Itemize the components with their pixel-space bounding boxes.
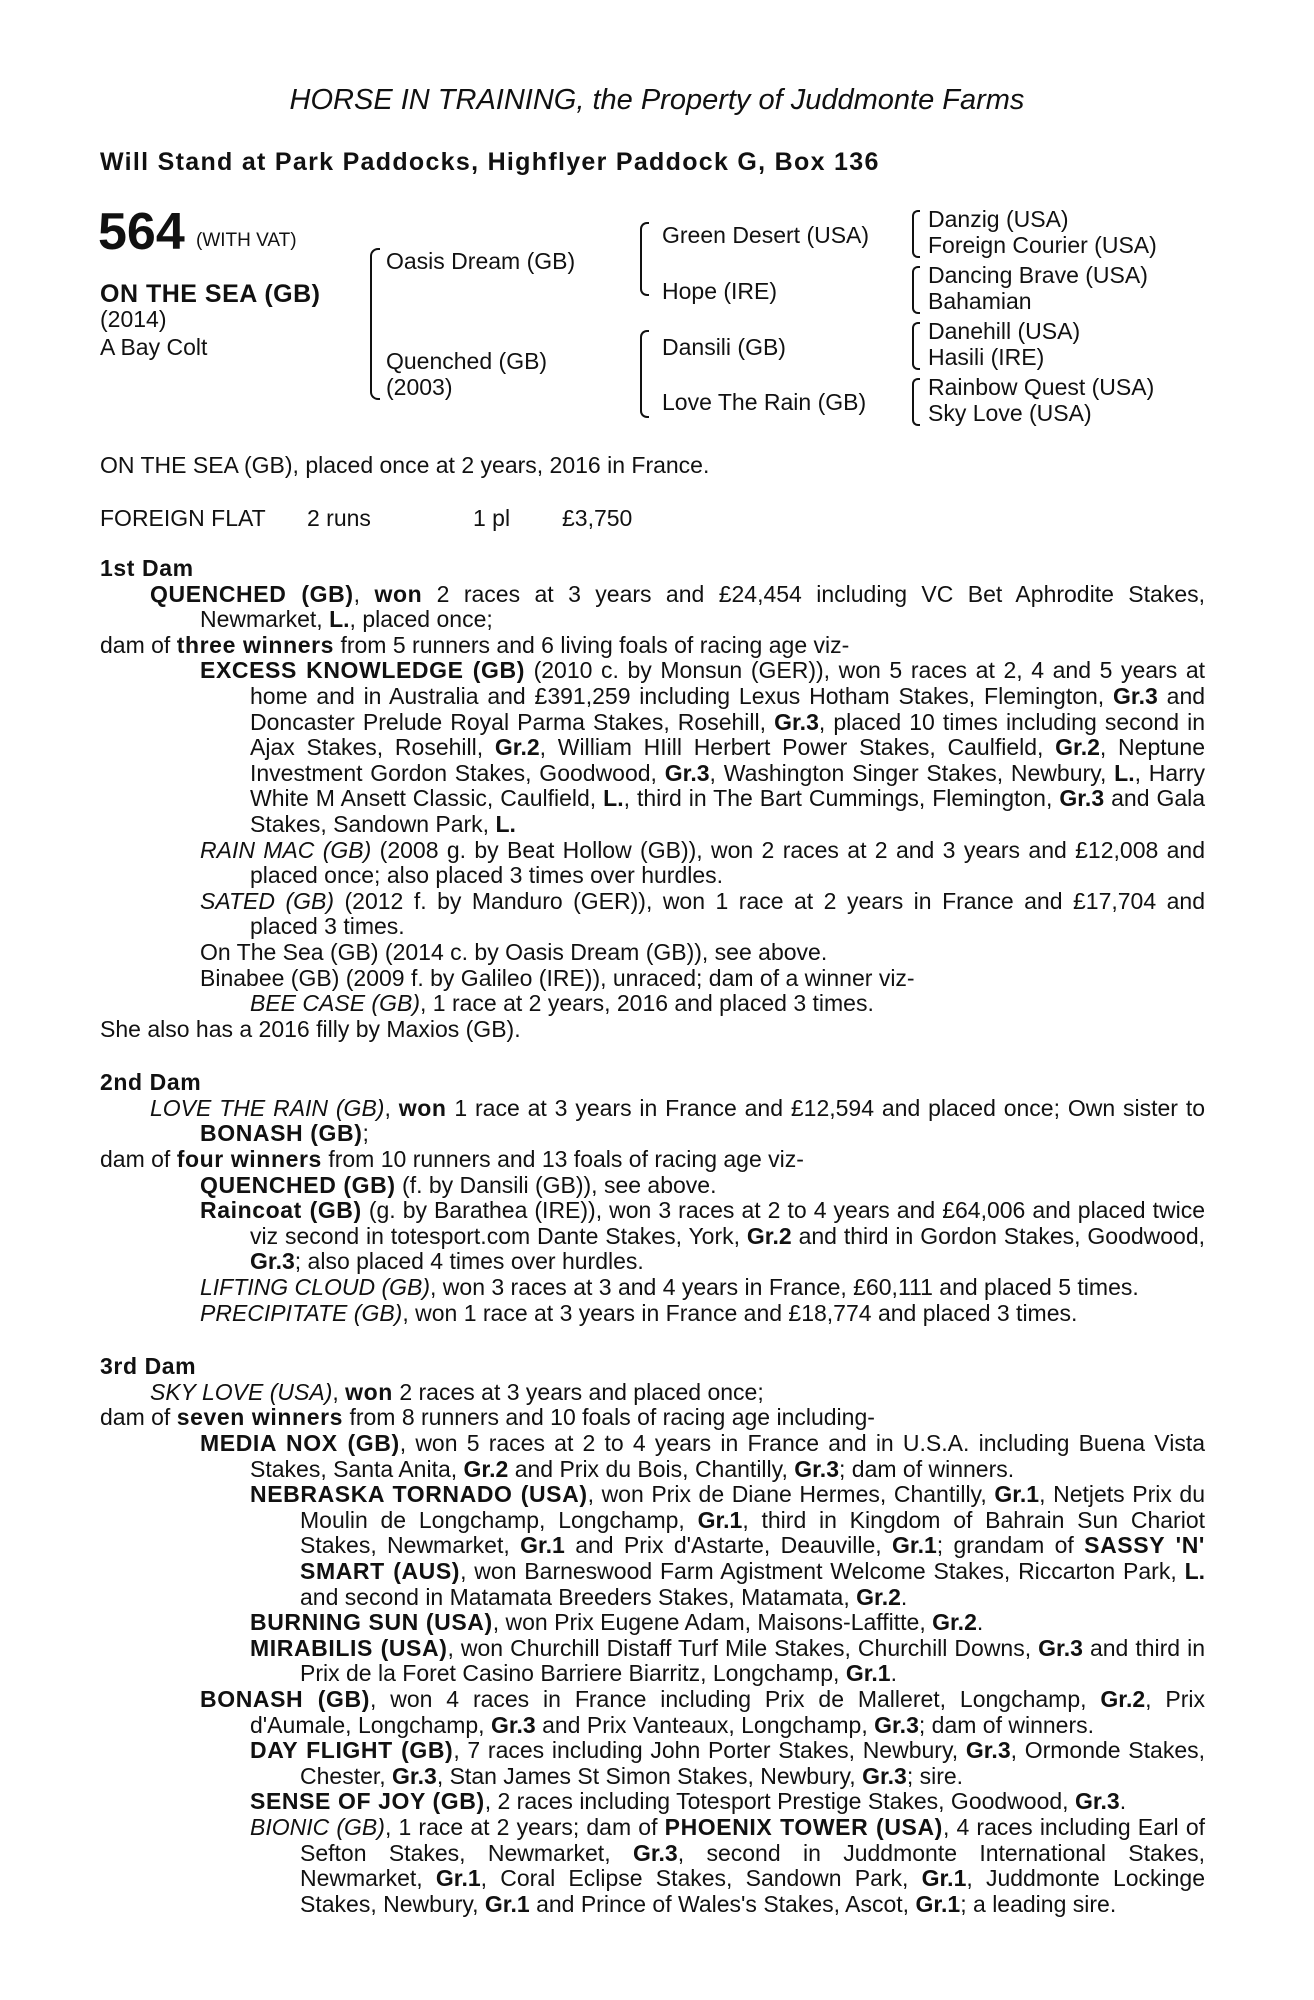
- record-text: , third in Kingdom of Bahrain Sun Chariot Stakes, Newmarket,: [300, 1506, 1206, 1559]
- produce-text: dam of: [100, 1146, 171, 1173]
- grade: Gr.1: [435, 1865, 481, 1892]
- produce-bionic: [100, 1815, 1205, 1917]
- page-header: HORSE IN TRAINING, the Property of Juddmonte Farms: [289, 84, 1025, 116]
- produce-on-the-sea: On The Sea (GB) (2014 c. by Oasis Dream (GB)), see above.: [200, 938, 828, 965]
- grade: Gr.3: [794, 1455, 839, 1482]
- produce-name: PHOENIX TOWER (USA): [664, 1813, 943, 1840]
- grade: Gr.1: [994, 1481, 1040, 1508]
- pedigree-dss: Danehill (USA): [928, 318, 1081, 344]
- record-text: , Netjets Prix du Moulin de Longchamp, Longchamp,: [300, 1481, 1206, 1533]
- filly-note: She also has a 2016 filly by Maxios (GB).: [100, 1015, 521, 1042]
- grade: Gr.3: [632, 1839, 678, 1866]
- grade: Gr.2: [463, 1455, 509, 1482]
- record-text: (2012 f. by Manduro (GER)), won 1 race at 2 years in France and £17,704 and placed 3 times.: [250, 887, 1205, 940]
- produce-precipitate: [100, 1301, 1205, 1327]
- first-dam-produce: [100, 633, 1205, 659]
- record-text: 2 races at 3 years and placed once;: [399, 1378, 764, 1405]
- won-label: won: [398, 1094, 447, 1121]
- produce-lifting-cloud: [100, 1275, 1205, 1301]
- produce-name: LIFTING CLOUD (GB): [200, 1274, 431, 1301]
- record-text: .: [1119, 1788, 1127, 1815]
- first-dam-heading: 1st Dam: [100, 555, 194, 581]
- record-text: , William HIill Herbert Power Stakes, Caulfield,: [539, 734, 1044, 761]
- record-text: (f. by Dansili (GB)), see above.: [402, 1171, 717, 1198]
- pedigree-sire-dam: Hope (IRE): [662, 278, 778, 304]
- grade: Gr.2: [932, 1609, 977, 1636]
- record-text: and Prix Vanteaux, Longchamp,: [542, 1711, 868, 1738]
- produce-bonash: [100, 1687, 1205, 1738]
- produce-name: SASSY 'N' SMART (AUS): [300, 1532, 1206, 1584]
- grade: L.: [329, 606, 350, 633]
- grade: Gr.2: [746, 1222, 792, 1249]
- record-text: , won 4 races in France including Prix de Malleret, Longchamp,: [369, 1685, 1087, 1712]
- grade: L.: [603, 785, 624, 812]
- record-text: .: [900, 1583, 908, 1610]
- produce-name: BEE CASE (GB): [250, 990, 420, 1017]
- record-text: , won Prix de Diane Hermes, Chantilly,: [587, 1481, 987, 1508]
- record-text: , Neptune Investment Gordon Stakes, Goodwood,: [250, 734, 1206, 786]
- grade: Gr.3: [774, 708, 819, 735]
- pedigree-brace: [370, 248, 380, 400]
- grade: Gr.1: [697, 1506, 743, 1533]
- pedigree-dam: Quenched (GB): [386, 348, 548, 374]
- produce-text: dam of: [100, 1404, 171, 1431]
- horse-name: ON THE SEA (GB): [100, 280, 321, 308]
- second-dam-produce: [100, 1147, 1205, 1173]
- record-text: and Prix d'Astarte, Deauville,: [575, 1532, 882, 1559]
- pedigree-brace: [640, 330, 649, 418]
- produce-text: from 5 runners and 6 living foals of racing age viz-: [340, 631, 850, 658]
- winners-count: four winners: [176, 1146, 322, 1173]
- produce-raincoat: [100, 1198, 1205, 1275]
- race-stats: [100, 505, 700, 533]
- grade: Gr.3: [392, 1762, 437, 1789]
- record-text: ;: [362, 1120, 369, 1147]
- record-text: and third in Gordon Stakes, Goodwood,: [798, 1222, 1206, 1249]
- pedigree-brace: [912, 266, 920, 314]
- record-text: , Ormonde Stakes, Chester,: [300, 1737, 1206, 1789]
- grade: Gr.3: [490, 1711, 536, 1738]
- pedigree-sire-sire: Green Desert (USA): [662, 222, 870, 248]
- grade: Gr.2: [1100, 1685, 1146, 1712]
- produce-name: PRECIPITATE (GB): [200, 1299, 403, 1326]
- record-text: , won 1 race at 3 years in France and £18,774 and placed 3 times.: [402, 1299, 1078, 1326]
- produce-text: from 8 runners and 10 foals of racing age including-: [349, 1404, 875, 1431]
- record-text: and Doncaster Prelude Royal Parma Stakes, Rosehill,: [250, 682, 1206, 735]
- pedigree-dam-dam: Love The Rain (GB): [662, 389, 867, 415]
- produce-binabee: Binabee (GB) (2009 f. by Galileo (IRE)), unraced; dam of a winner viz-: [200, 964, 915, 991]
- grade: L.: [495, 810, 516, 837]
- record-text: ; sire.: [906, 1762, 964, 1789]
- first-dam-record: QUENCHED (GB), won 2 races at 3 years and £24,454 including VC Bet Aphrodite Stakes, Newmarket, L., placed once;: [150, 580, 1205, 633]
- record-text: and Prix du Bois, Chantilly,: [514, 1455, 788, 1482]
- record-text: and Gala Stakes, Sandown Park,: [250, 785, 1206, 837]
- record-text: and Prince of Wales's Stakes, Ascot,: [536, 1890, 910, 1917]
- pedigree-sds: Dancing Brave (USA): [928, 262, 1148, 288]
- grade: Gr.3: [250, 1248, 295, 1275]
- stats-label: FOREIGN FLAT: [100, 505, 266, 531]
- produce-name: RAIN MAC (GB): [200, 836, 372, 863]
- dam-name: LOVE THE RAIN (GB): [150, 1094, 385, 1121]
- produce-excess-knowledge: [100, 658, 1205, 837]
- second-dam-heading: 2nd Dam: [100, 1069, 202, 1096]
- produce-day-flight: [100, 1738, 1205, 1789]
- produce-name: NEBRASKA TORNADO (USA): [250, 1481, 588, 1508]
- record-text: .: [890, 1660, 897, 1687]
- pedigree-brace: [640, 222, 649, 296]
- dam-name: QUENCHED (GB): [150, 580, 354, 607]
- lot-number: 564: [98, 203, 185, 261]
- produce-sated: [100, 889, 1205, 940]
- won-label: won: [345, 1378, 393, 1405]
- grade: Gr.3: [1074, 1788, 1120, 1815]
- record-text: (2008 g. by Beat Hollow (GB)), won 2 races at 2 and 3 years and £12,008 and placed once; also placed 3 times over hurdles.: [250, 836, 1205, 889]
- winners-count: seven winners: [176, 1404, 344, 1431]
- record-text: and third in Prix de la Foret Casino Barriere Biarritz, Longchamp,: [300, 1634, 1205, 1687]
- record-text: , 4 races including Earl of Sefton Stakes, Newmarket,: [300, 1813, 1206, 1866]
- dam-records: [100, 556, 1205, 1917]
- pedigree-dsd: Hasili (IRE): [928, 344, 1045, 370]
- grade: Gr.3: [1038, 1634, 1083, 1661]
- stats-runs: 2 runs: [307, 505, 371, 531]
- produce-media-nox: [100, 1431, 1205, 1482]
- produce-name: Raincoat (GB): [200, 1197, 362, 1224]
- record-text: ; dam of winners.: [918, 1711, 1095, 1738]
- grade: L.: [1114, 759, 1135, 786]
- pedigree-dam-year: (2003): [386, 374, 453, 400]
- stand-location: Will Stand at Park Paddocks, Highflyer Paddock G, Box 136: [100, 148, 880, 176]
- produce-sense-of-joy: [100, 1789, 1205, 1815]
- pedigree-ssd: Foreign Courier (USA): [928, 232, 1157, 258]
- grade: Gr.1: [892, 1532, 937, 1559]
- grade: Gr.1: [520, 1532, 565, 1559]
- pedigree-ddd: Sky Love (USA): [928, 400, 1092, 426]
- produce-name: MIRABILIS (USA): [250, 1634, 448, 1661]
- produce-rain-mac: [100, 838, 1205, 889]
- produce-name: DAY FLIGHT (GB): [250, 1737, 454, 1764]
- produce-nebraska-tornado: [100, 1482, 1205, 1610]
- pedigree-dds: Rainbow Quest (USA): [928, 374, 1155, 400]
- third-dam-produce: [100, 1405, 1205, 1431]
- stats-placed: 1 pl: [473, 505, 511, 531]
- record-text: , won Barneswood Farm Agistment Welcome Stakes, Riccarton Park,: [460, 1557, 1177, 1584]
- record-text: , second in Juddmonte International Stakes, Newmarket,: [300, 1839, 1205, 1892]
- grade: Gr.1: [845, 1660, 891, 1687]
- produce-quenched: [100, 1173, 1205, 1199]
- produce-name: MEDIA NOX (GB): [200, 1430, 400, 1456]
- pedigree-brace: [912, 322, 920, 370]
- record-text: , 2 races including Totesport Prestige Stakes, Goodwood,: [484, 1788, 1069, 1815]
- record-text: ; grandam of: [936, 1532, 1074, 1559]
- produce-burning-sun: [100, 1610, 1205, 1636]
- record-text: ; also placed 4 times over hurdles.: [294, 1248, 644, 1275]
- record-text: , Prix d'Aumale, Longchamp,: [250, 1685, 1206, 1738]
- record-text: , Washington Singer Stakes, Newbury,: [709, 759, 1107, 786]
- grade: L.: [1184, 1557, 1206, 1584]
- stats-earnings: £3,750: [562, 505, 633, 531]
- record-text: , won 3 races at 3 and 4 years in France, £60,111 and placed 5 times.: [430, 1274, 1139, 1301]
- pedigree-sdd: Bahamian: [928, 288, 1032, 314]
- second-dam-record: LOVE THE RAIN (GB), won 1 race at 3 years in France and £12,594 and placed once; Own sister to BONASH (GB);: [150, 1094, 1205, 1147]
- produce-name: BIONIC (GB): [250, 1813, 385, 1840]
- dam-name: SKY LOVE (USA): [150, 1378, 333, 1405]
- produce-name: BONASH (GB): [200, 1685, 370, 1712]
- produce-name: EXCESS KNOWLEDGE (GB): [200, 657, 525, 684]
- foaling-year: (2014): [100, 306, 167, 332]
- record-text: (g. by Barathea (IRE)), won 3 races at 2 to 4 years and £64,006 and placed twice viz second in totesport.com Dante Stakes, York,: [250, 1197, 1205, 1249]
- grade: Gr.1: [484, 1890, 530, 1917]
- record-text: , won 5 races at 2 to 4 years in France and in U.S.A. including Buena Vista Stakes, Santa Anita,: [250, 1430, 1206, 1482]
- record-text: 1 race at 3 years in France and £12,594 and placed once; Own sister to: [454, 1094, 1205, 1121]
- record-text: , Coral Eclipse Stakes, Sandown Park,: [480, 1865, 909, 1892]
- grade: Gr.3: [874, 1711, 919, 1738]
- third-dam-heading: 3rd Dam: [100, 1353, 197, 1380]
- pedigree-dam-sire: Dansili (GB): [662, 334, 786, 360]
- record-text: , placed 10 times including second in Ajax Stakes, Rosehill,: [250, 708, 1205, 761]
- record-text: , Harry White M Ansett Classic, Caulfield,: [250, 759, 1206, 812]
- grade: Gr.2: [1055, 734, 1100, 761]
- record-text: , third in The Bart Cummings, Flemington,: [623, 785, 1053, 812]
- record-text: ; a leading sire.: [960, 1890, 1117, 1917]
- grade: Gr.3: [1059, 785, 1105, 812]
- record-text: , Juddmonte Lockinge Stakes, Newbury,: [300, 1865, 1206, 1917]
- produce-mirabilis: [100, 1636, 1205, 1687]
- record-text: , won Churchill Distaff Turf Mile Stakes, Churchill Downs,: [447, 1634, 1032, 1661]
- grade: Gr.3: [1113, 682, 1158, 709]
- record-text: (2010 c. by Monsun (GER)), won 5 races at 2, 4 and 5 years at home and in Australia and £391,259 including Lexus Hotham Stakes, Flemington,: [250, 657, 1206, 709]
- produce-name: QUENCHED (GB): [200, 1171, 396, 1198]
- produce-bee-case: [100, 991, 1205, 1017]
- grade: Gr.2: [856, 1583, 901, 1610]
- pedigree-brace: [912, 210, 920, 258]
- third-dam-record: SKY LOVE (USA), won 2 races at 3 years and placed once;: [150, 1378, 764, 1405]
- record-text: and second in Matamata Breeders Stakes, Matamata,: [300, 1583, 850, 1610]
- grade: Gr.1: [915, 1890, 961, 1917]
- horse-description: A Bay Colt: [100, 334, 208, 360]
- pedigree-sire: Oasis Dream (GB): [386, 248, 576, 274]
- won-label: won: [374, 580, 423, 607]
- grade: Gr.3: [664, 759, 710, 786]
- sister-name: BONASH (GB): [200, 1120, 363, 1147]
- race-summary: ON THE SEA (GB), placed once at 2 years, 2016 in France.: [100, 452, 710, 478]
- grade: Gr.3: [965, 1737, 1011, 1764]
- record-text: , placed once;: [349, 606, 493, 633]
- record-text: , 7 races including John Porter Stakes, Newbury,: [453, 1737, 959, 1764]
- produce-text: dam of: [100, 631, 171, 658]
- grade: Gr.2: [494, 734, 540, 761]
- record-text: , won Prix Eugene Adam, Maisons-Laffitte,: [492, 1609, 926, 1636]
- vat-note: (WITH VAT): [196, 230, 297, 251]
- record-text: , 1 race at 2 years; dam of: [384, 1813, 658, 1840]
- record-text: .: [976, 1609, 984, 1636]
- produce-text: from 10 runners and 13 foals of racing age viz-: [328, 1146, 804, 1173]
- winners-count: three winners: [176, 631, 335, 658]
- record-text: 2 races at 3 years and £24,454 including VC Bet Aphrodite Stakes, Newmarket,: [200, 580, 1205, 633]
- record-text: , Stan James St Simon Stakes, Newbury,: [436, 1762, 856, 1789]
- record-text: ; dam of winners.: [839, 1455, 1015, 1482]
- produce-name: BURNING SUN (USA): [250, 1609, 493, 1636]
- grade: Gr.3: [862, 1762, 907, 1789]
- produce-name: SATED (GB): [200, 887, 335, 914]
- grade: Gr.1: [921, 1865, 967, 1892]
- record-text: , 1 race at 2 years, 2016 and placed 3 times.: [419, 990, 874, 1017]
- produce-name: SENSE OF JOY (GB): [250, 1788, 485, 1815]
- pedigree-sss: Danzig (USA): [928, 206, 1069, 232]
- pedigree-brace: [912, 378, 920, 426]
